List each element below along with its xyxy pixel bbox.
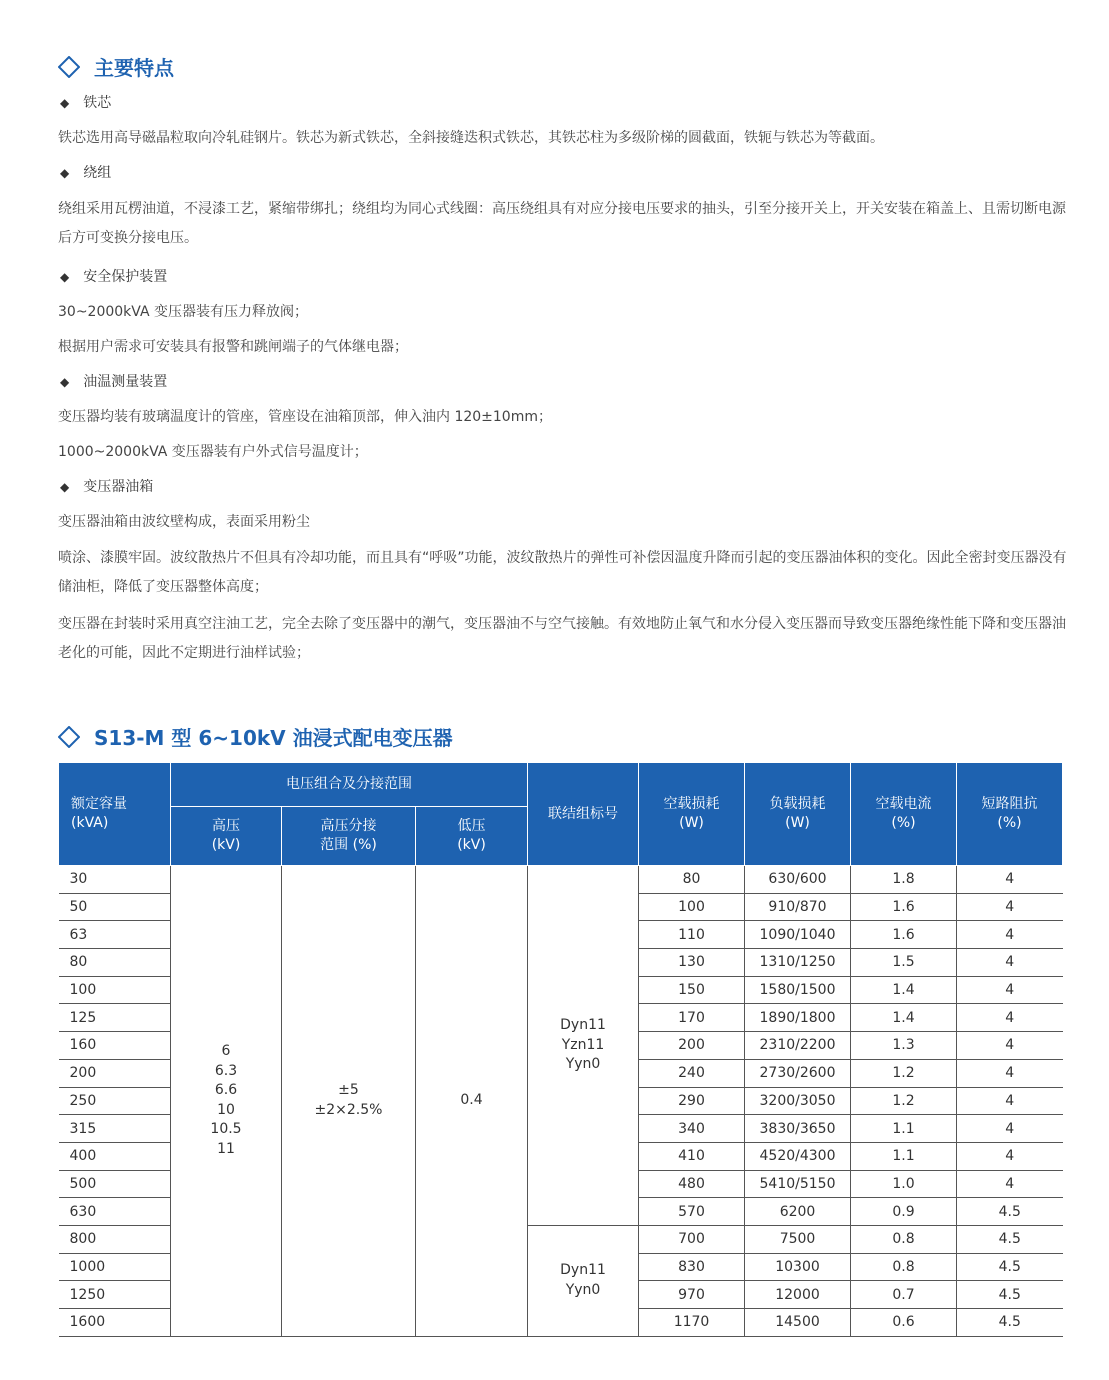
diamond-icon	[58, 56, 80, 78]
cell-noload-loss: 410	[639, 1142, 745, 1170]
cell-load-loss: 910/870	[745, 893, 851, 921]
cell-noload-loss: 110	[639, 921, 745, 949]
features-content	[58, 86, 1068, 675]
cell-impedance: 4	[957, 1170, 1063, 1198]
bullet-icon: ◆	[60, 96, 70, 110]
section-title-text: 主要特点	[94, 56, 174, 80]
header-hv: 高压 (kV)	[171, 807, 282, 866]
cell-capacity: 250	[59, 1087, 171, 1115]
paragraph-temperature-2: 1000~2000kVA 变压器装有户外式信号温度计；	[58, 444, 368, 460]
cell-noload-current: 1.2	[851, 1087, 957, 1115]
cell-impedance: 4	[957, 1004, 1063, 1032]
cell-noload-loss: 570	[639, 1198, 745, 1226]
cell-noload-current: 1.5	[851, 949, 957, 977]
cell-noload-current: 1.3	[851, 1032, 957, 1060]
cell-capacity: 80	[59, 949, 171, 977]
paragraph-core: 铁芯选用高导磁晶粒取向冷轧硅钢片。铁芯为新式铁芯，全斜接缝迭积式铁芯，其铁芯柱为多级阶梯的圆截面，铁轭与铁芯为等截面。	[58, 130, 884, 146]
cell-capacity: 1600	[59, 1309, 171, 1337]
cell-load-loss: 1580/1500	[745, 976, 851, 1004]
cell-vector-group-a: Dyn11 Yzn11 Yyn0	[528, 866, 639, 1226]
header-capacity: 额定容量 (kVA)	[59, 763, 171, 866]
cell-lv: 0.4	[416, 866, 528, 1337]
paragraph-protection-1: 30~2000kVA 变压器装有压力释放阀；	[58, 304, 308, 320]
cell-noload-current: 1.6	[851, 921, 957, 949]
cell-impedance: 4	[957, 921, 1063, 949]
spec-table-body	[59, 866, 1063, 1337]
cell-noload-loss: 340	[639, 1115, 745, 1143]
cell-impedance: 4	[957, 1059, 1063, 1087]
cell-tap-range: ±5 ±2×2.5%	[282, 866, 416, 1337]
header-vector-group: 联结组标号	[528, 763, 639, 866]
subheading-protection	[58, 260, 1068, 295]
cell-hv: 6 6.3 6.6 10 10.5 11	[171, 866, 282, 1337]
subheading-text: 安全保护装置	[83, 269, 168, 285]
cell-capacity: 630	[59, 1198, 171, 1226]
paragraph-temperature-1: 变压器均装有玻璃温度计的管座，管座设在油箱顶部，伸入油内 120±10mm；	[58, 409, 552, 425]
cell-load-loss: 6200	[745, 1198, 851, 1226]
paragraph-winding: 绕组采用瓦楞油道，不浸漆工艺，紧缩带绑扎；绕组均为同心式线圈：高压绕组具有对应分接电压要求的抽头，引至分接开关上，开关安装在箱盖上、且需切断电源后方可变换分接电压。	[58, 201, 1066, 246]
cell-noload-current: 1.1	[851, 1142, 957, 1170]
cell-capacity: 500	[59, 1170, 171, 1198]
cell-capacity: 50	[59, 893, 171, 921]
cell-impedance: 4	[957, 1142, 1063, 1170]
cell-impedance: 4	[957, 1115, 1063, 1143]
cell-impedance: 4.5	[957, 1281, 1063, 1309]
subheading-temperature	[58, 365, 1068, 400]
cell-noload-current: 0.7	[851, 1281, 957, 1309]
cell-load-loss: 7500	[745, 1225, 851, 1253]
cell-noload-loss: 830	[639, 1253, 745, 1281]
cell-capacity: 100	[59, 976, 171, 1004]
header-noload-loss: 空载损耗 (W)	[639, 763, 745, 866]
cell-capacity: 1250	[59, 1281, 171, 1309]
cell-impedance: 4	[957, 866, 1063, 894]
cell-load-loss: 1090/1040	[745, 921, 851, 949]
cell-load-loss: 3830/3650	[745, 1115, 851, 1143]
subheading-text: 绕组	[83, 165, 112, 181]
spec-table	[58, 762, 1063, 1337]
cell-noload-current: 1.6	[851, 893, 957, 921]
section-title-model	[58, 722, 453, 751]
cell-noload-loss: 170	[639, 1004, 745, 1032]
cell-noload-current: 0.9	[851, 1198, 957, 1226]
paragraph-protection-2: 根据用户需求可安装具有报警和跳闸端子的气体继电器；	[58, 339, 408, 355]
cell-load-loss: 2730/2600	[745, 1059, 851, 1087]
cell-impedance: 4	[957, 893, 1063, 921]
cell-noload-current: 0.6	[851, 1309, 957, 1337]
header-load-loss: 负载损耗 (W)	[745, 763, 851, 866]
cell-vector-group-b: Dyn11 Yyn0	[528, 1225, 639, 1336]
cell-impedance: 4	[957, 1032, 1063, 1060]
cell-impedance: 4.5	[957, 1253, 1063, 1281]
cell-noload-loss: 1170	[639, 1309, 745, 1337]
cell-noload-current: 0.8	[851, 1253, 957, 1281]
cell-capacity: 1000	[59, 1253, 171, 1281]
cell-load-loss: 5410/5150	[745, 1170, 851, 1198]
cell-noload-current: 1.2	[851, 1059, 957, 1087]
subheading-winding	[58, 156, 1068, 191]
cell-load-loss: 1310/1250	[745, 949, 851, 977]
cell-capacity: 800	[59, 1225, 171, 1253]
bullet-icon: ◆	[60, 166, 70, 180]
paragraph-tank-2: 喷涂、漆膜牢固。波纹散热片不但具有冷却功能，而且具有“呼吸”功能，波纹散热片的弹性可补偿因温度升降而引起的变压器油体积的变化。因此全密封变压器没有储油柜，降低了变压器整体高度；	[58, 550, 1067, 595]
header-impedance: 短路阻抗 (%)	[957, 763, 1063, 866]
cell-capacity: 160	[59, 1032, 171, 1060]
paragraph-tank-3: 变压器在封装时采用真空注油工艺，完全去除了变压器中的潮气，变压器油不与空气接触。有效地防止氧气和水分侵入变压器而导致变压器绝缘性能下降和变压器油老化的可能，因此不定期进行油样试验；	[58, 616, 1066, 661]
cell-load-loss: 2310/2200	[745, 1032, 851, 1060]
cell-capacity: 315	[59, 1115, 171, 1143]
subheading-text: 铁芯	[83, 95, 112, 111]
cell-capacity: 200	[59, 1059, 171, 1087]
cell-impedance: 4.5	[957, 1198, 1063, 1226]
cell-load-loss: 630/600	[745, 866, 851, 894]
cell-noload-loss: 700	[639, 1225, 745, 1253]
cell-load-loss: 12000	[745, 1281, 851, 1309]
cell-load-loss: 1890/1800	[745, 1004, 851, 1032]
cell-impedance: 4.5	[957, 1225, 1063, 1253]
subheading-text: 变压器油箱	[83, 479, 154, 495]
cell-noload-loss: 150	[639, 976, 745, 1004]
cell-load-loss: 3200/3050	[745, 1087, 851, 1115]
cell-noload-current: 1.4	[851, 976, 957, 1004]
header-tap-range: 高压分接 范围 (%)	[282, 807, 416, 866]
header-lv: 低压 (kV)	[416, 807, 528, 866]
cell-load-loss: 10300	[745, 1253, 851, 1281]
cell-noload-current: 1.0	[851, 1170, 957, 1198]
cell-noload-current: 0.8	[851, 1225, 957, 1253]
cell-noload-loss: 130	[639, 949, 745, 977]
cell-noload-current: 1.8	[851, 866, 957, 894]
table-row	[59, 866, 1063, 894]
cell-noload-loss: 80	[639, 866, 745, 894]
cell-noload-current: 1.4	[851, 1004, 957, 1032]
paragraph-tank-1: 变压器油箱由波纹壁构成，表面采用粉尘	[58, 514, 310, 530]
subheading-tank	[58, 470, 1068, 505]
subheading-text: 油温测量装置	[83, 374, 168, 390]
cell-noload-loss: 970	[639, 1281, 745, 1309]
cell-noload-current: 1.1	[851, 1115, 957, 1143]
subheading-core	[58, 86, 1068, 121]
cell-noload-loss: 480	[639, 1170, 745, 1198]
cell-capacity: 63	[59, 921, 171, 949]
header-voltage-group: 电压组合及分接范围	[171, 763, 528, 807]
cell-capacity: 125	[59, 1004, 171, 1032]
bullet-icon: ◆	[60, 480, 70, 494]
header-noload-current: 空载电流 (%)	[851, 763, 957, 866]
cell-impedance: 4	[957, 949, 1063, 977]
section-title-text: S13-M 型 6~10kV 油浸式配电变压器	[94, 726, 453, 750]
cell-capacity: 400	[59, 1142, 171, 1170]
cell-impedance: 4	[957, 976, 1063, 1004]
cell-load-loss: 14500	[745, 1309, 851, 1337]
cell-noload-loss: 200	[639, 1032, 745, 1060]
bullet-icon: ◆	[60, 270, 70, 284]
cell-capacity: 30	[59, 866, 171, 894]
cell-noload-loss: 100	[639, 893, 745, 921]
cell-impedance: 4.5	[957, 1309, 1063, 1337]
section-title-features	[58, 52, 174, 81]
cell-impedance: 4	[957, 1087, 1063, 1115]
cell-noload-loss: 240	[639, 1059, 745, 1087]
cell-load-loss: 4520/4300	[745, 1142, 851, 1170]
diamond-icon	[58, 726, 80, 748]
cell-noload-loss: 290	[639, 1087, 745, 1115]
bullet-icon: ◆	[60, 375, 70, 389]
